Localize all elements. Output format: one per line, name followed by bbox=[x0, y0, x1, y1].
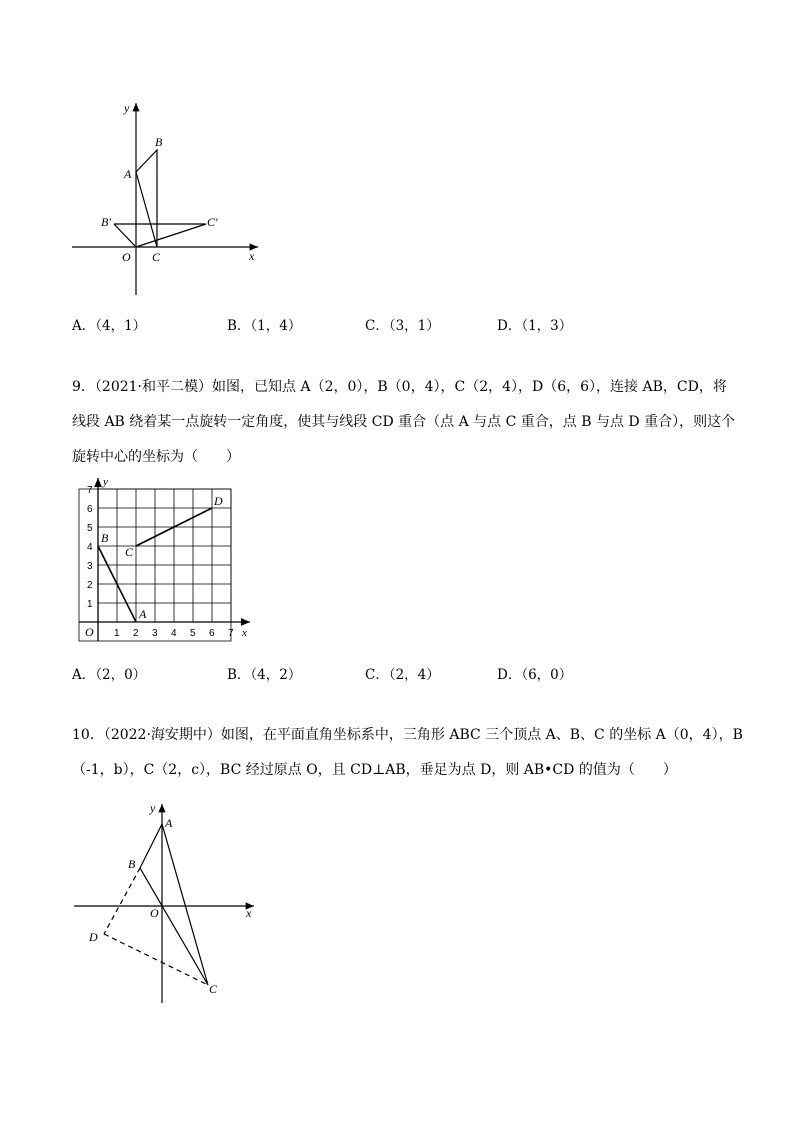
y-tick-label: 7 bbox=[87, 485, 93, 496]
y-tick-label: 6 bbox=[87, 504, 93, 515]
point-label-a: A bbox=[139, 607, 147, 621]
segment-ab bbox=[140, 824, 162, 868]
point-label-b: B bbox=[128, 857, 136, 871]
x-tick-label: 2 bbox=[133, 628, 139, 639]
q10-text bbox=[72, 718, 743, 788]
q9-source: （2021·和平二模） bbox=[94, 379, 213, 395]
y-tick-label: 2 bbox=[87, 580, 93, 591]
q8-option-b[interactable]: B．（1，4） bbox=[227, 318, 302, 334]
point-label-b: B bbox=[155, 135, 163, 149]
point-label-b: B bbox=[101, 531, 109, 545]
point-label-c: C bbox=[152, 250, 161, 264]
q10-number: 10． bbox=[72, 727, 104, 743]
x-tick-label: 7 bbox=[228, 628, 234, 639]
q9-text bbox=[72, 370, 736, 475]
point-label-b-prime: B′ bbox=[101, 215, 111, 229]
q9-options bbox=[72, 663, 692, 683]
y-tick-label: 4 bbox=[87, 542, 93, 553]
axis-label-y: y bbox=[103, 476, 108, 488]
segment-o-c-prime bbox=[136, 224, 206, 247]
q9-option-d[interactable]: D．（6，0） bbox=[497, 667, 573, 683]
point-label-d: D bbox=[214, 494, 223, 508]
point-label-c-prime: C′ bbox=[207, 215, 218, 229]
q8-option-c[interactable]: C．（3，1） bbox=[365, 318, 440, 334]
x-tick-label: 6 bbox=[209, 628, 215, 639]
q8-option-d[interactable]: D．（1，3） bbox=[497, 318, 573, 334]
segment-bc bbox=[140, 868, 208, 985]
segment-bd-dashed bbox=[104, 868, 140, 934]
point-label-o: O bbox=[150, 906, 159, 920]
segment-ac bbox=[162, 824, 208, 985]
point-label-a: A bbox=[165, 816, 173, 830]
q10-line-2: （-1，b），C（2，c），BC 经过原点 O，且 CD⊥AB，垂足为点 D，则 AB•CD 的值为（ ） bbox=[72, 762, 677, 778]
q9-option-b[interactable]: B．（4，2） bbox=[227, 667, 302, 683]
q10-figure bbox=[70, 798, 270, 1008]
q10-line-1: 10．（2022·海安期中）如图，在平面直角坐标系中，三角形 ABC 三个顶点 A、B、C 的坐标 A（0，4），B bbox=[72, 727, 743, 743]
point-label-c: C bbox=[209, 982, 218, 996]
q8-option-a[interactable]: A．（4，1） bbox=[72, 318, 147, 334]
x-tick-label: 5 bbox=[190, 628, 196, 639]
triangle-abc bbox=[136, 150, 157, 247]
point-label-o: O bbox=[122, 250, 131, 264]
segment-b-prime-o bbox=[114, 224, 136, 247]
point-label-c: C bbox=[125, 545, 134, 559]
y-tick-label: 1 bbox=[87, 599, 93, 610]
q9-option-c[interactable]: C．（2，4） bbox=[365, 667, 440, 683]
origin-label: O bbox=[85, 625, 94, 639]
q8-options bbox=[72, 314, 692, 334]
q8-figure bbox=[60, 95, 270, 305]
q9-line-1: 9．（2021·和平二模）如图，已知点 A（2，0），B（0，4），C（2，4），D（6，6），连接 AB，CD，将 bbox=[72, 379, 727, 395]
q9-figure bbox=[70, 476, 260, 646]
segment-dc-dashed bbox=[104, 934, 208, 985]
x-tick-label: 4 bbox=[171, 628, 177, 639]
q9-line-3: 旋转中心的坐标为（ ） bbox=[72, 449, 240, 465]
axis-label-y: y bbox=[124, 101, 130, 115]
axis-label-x: x bbox=[242, 627, 247, 639]
q10-source: （2022·海安期中） bbox=[103, 727, 221, 743]
y-tick-label: 5 bbox=[87, 523, 93, 534]
q9-grid bbox=[79, 489, 231, 641]
q9-option-a[interactable]: A．（2，0） bbox=[72, 667, 147, 683]
q9-number: 9． bbox=[72, 379, 95, 395]
y-tick-label: 3 bbox=[87, 561, 93, 572]
x-tick-label: 1 bbox=[114, 628, 120, 639]
point-label-a: A bbox=[124, 167, 132, 181]
axis-label-x: x bbox=[249, 249, 255, 263]
x-tick-label: 3 bbox=[152, 628, 158, 639]
point-label-d: D bbox=[89, 930, 98, 944]
axis-label-y: y bbox=[150, 801, 156, 815]
axis-label-x: x bbox=[246, 906, 252, 920]
q9-line-2: 线段 AB 绕着某一点旋转一定角度，使其与线段 CD 重合（点 A 与点 C 重合，点 B 与点 D 重合），则这个 bbox=[72, 414, 736, 430]
